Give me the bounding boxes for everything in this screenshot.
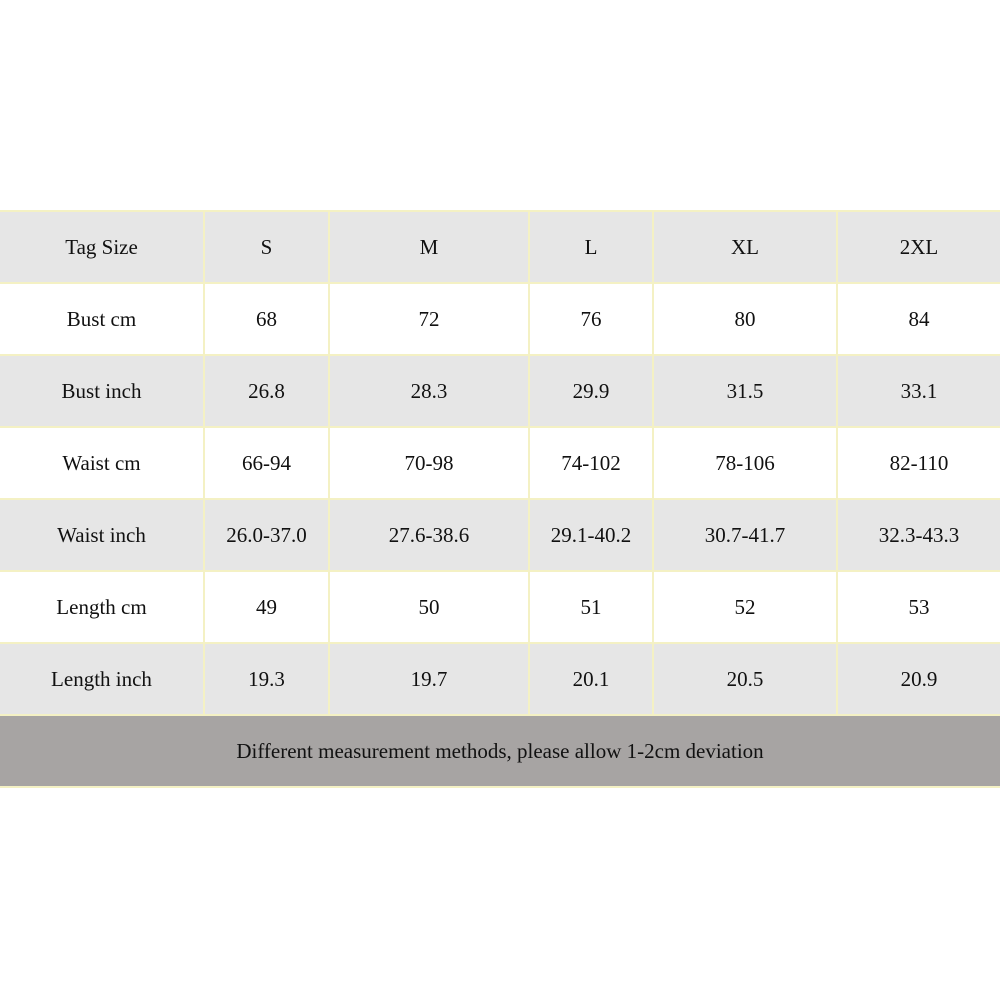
row-label: Waist inch	[0, 499, 204, 571]
header-cell-l: L	[529, 211, 653, 283]
table-row-length-cm	[0, 571, 1000, 643]
table-cell: 82-110	[837, 427, 1000, 499]
header-cell-s: S	[204, 211, 329, 283]
table-cell: 51	[529, 571, 653, 643]
table-cell: 19.7	[329, 643, 529, 715]
table-cell: 28.3	[329, 355, 529, 427]
row-label: Length inch	[0, 643, 204, 715]
header-cell-tag-size: Tag Size	[0, 211, 204, 283]
table-row-waist-inch	[0, 499, 1000, 571]
row-label: Length cm	[0, 571, 204, 643]
header-cell-m: M	[329, 211, 529, 283]
table-cell: 30.7-41.7	[653, 499, 837, 571]
table-cell: 20.9	[837, 643, 1000, 715]
row-label: Waist cm	[0, 427, 204, 499]
row-label: Bust cm	[0, 283, 204, 355]
table-row-bust-cm	[0, 283, 1000, 355]
table-cell: 76	[529, 283, 653, 355]
header-cell-2xl: 2XL	[837, 211, 1000, 283]
table-cell: 29.1-40.2	[529, 499, 653, 571]
table-cell: 84	[837, 283, 1000, 355]
row-label: Bust inch	[0, 355, 204, 427]
table-row-bust-inch	[0, 355, 1000, 427]
table-cell: 27.6-38.6	[329, 499, 529, 571]
table-header-row	[0, 211, 1000, 283]
table-cell: 52	[653, 571, 837, 643]
table-cell: 20.5	[653, 643, 837, 715]
table-cell: 70-98	[329, 427, 529, 499]
table-cell: 68	[204, 283, 329, 355]
table-cell: 20.1	[529, 643, 653, 715]
table-cell: 19.3	[204, 643, 329, 715]
deviation-note-row	[0, 715, 1000, 787]
table-cell: 26.0-37.0	[204, 499, 329, 571]
size-chart-table	[0, 210, 1000, 788]
table-cell: 32.3-43.3	[837, 499, 1000, 571]
table-cell: 31.5	[653, 355, 837, 427]
table-cell: 49	[204, 571, 329, 643]
table-cell: 72	[329, 283, 529, 355]
table-cell: 33.1	[837, 355, 1000, 427]
deviation-note: Different measurement methods, please allow 1-2cm deviation	[0, 715, 1000, 787]
table-cell: 26.8	[204, 355, 329, 427]
header-cell-xl: XL	[653, 211, 837, 283]
table-row-waist-cm	[0, 427, 1000, 499]
table-cell: 78-106	[653, 427, 837, 499]
table-cell: 53	[837, 571, 1000, 643]
table-cell: 50	[329, 571, 529, 643]
table-cell: 80	[653, 283, 837, 355]
table-cell: 74-102	[529, 427, 653, 499]
table-cell: 66-94	[204, 427, 329, 499]
table-row-length-inch	[0, 643, 1000, 715]
table-cell: 29.9	[529, 355, 653, 427]
